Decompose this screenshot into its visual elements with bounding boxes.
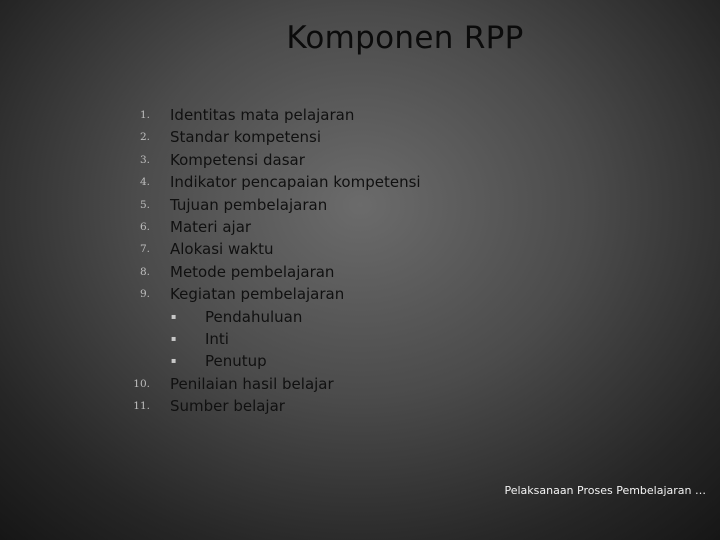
list-item xyxy=(0,149,520,171)
item-number: 5. xyxy=(139,198,150,211)
item-text: Alokasi waktu xyxy=(170,240,274,259)
sub-item-text: Pendahuluan xyxy=(205,307,303,326)
item-text: Indikator pencapaian kompetensi xyxy=(170,173,421,192)
item-number: 3. xyxy=(139,153,150,166)
item-number: 4. xyxy=(139,176,150,189)
list-item xyxy=(0,238,520,260)
item-number: 2. xyxy=(139,131,150,144)
sub-item-text: Inti xyxy=(205,329,229,348)
list-item xyxy=(0,104,520,126)
sub-list-item xyxy=(0,350,520,372)
square-bullet-icon: ▪ xyxy=(171,333,177,343)
component-list xyxy=(0,104,520,417)
square-bullet-icon: ▪ xyxy=(171,311,177,321)
next-topic-link[interactable]: Pelaksanaan Proses Pembelajaran … xyxy=(504,484,706,497)
item-number: 10. xyxy=(133,377,150,390)
item-number: 7. xyxy=(139,243,150,256)
list-item xyxy=(0,194,520,216)
sub-item-text: Penutup xyxy=(205,352,267,371)
item-text: Identitas mata pelajaran xyxy=(170,106,355,124)
list-item xyxy=(0,395,520,417)
sub-list-item xyxy=(0,306,520,328)
item-text: Standar kompetensi xyxy=(170,128,322,147)
list-item xyxy=(0,261,520,283)
list-item xyxy=(0,283,520,305)
item-number: 1. xyxy=(139,109,150,121)
item-number: 6. xyxy=(139,220,150,233)
list-item xyxy=(0,216,520,238)
slide-title: Komponen RPP xyxy=(286,20,524,56)
item-text: Materi ajar xyxy=(170,217,252,236)
item-text: Metode pembelajaran xyxy=(170,262,335,281)
item-text: Penilaian hasil belajar xyxy=(170,374,334,393)
item-number: 9. xyxy=(139,288,150,301)
item-number: 11. xyxy=(133,400,150,413)
list-item xyxy=(0,171,520,193)
item-text: Tujuan pembelajaran xyxy=(170,195,328,214)
item-number: 8. xyxy=(139,265,150,278)
item-text: Kompetensi dasar xyxy=(170,150,305,169)
sub-list-item xyxy=(0,328,520,350)
square-bullet-icon: ▪ xyxy=(171,356,177,366)
item-text: Kegiatan pembelajaran xyxy=(170,285,345,304)
list-item xyxy=(0,373,520,395)
list-item xyxy=(0,126,520,148)
item-text: Sumber belajar xyxy=(170,397,285,416)
